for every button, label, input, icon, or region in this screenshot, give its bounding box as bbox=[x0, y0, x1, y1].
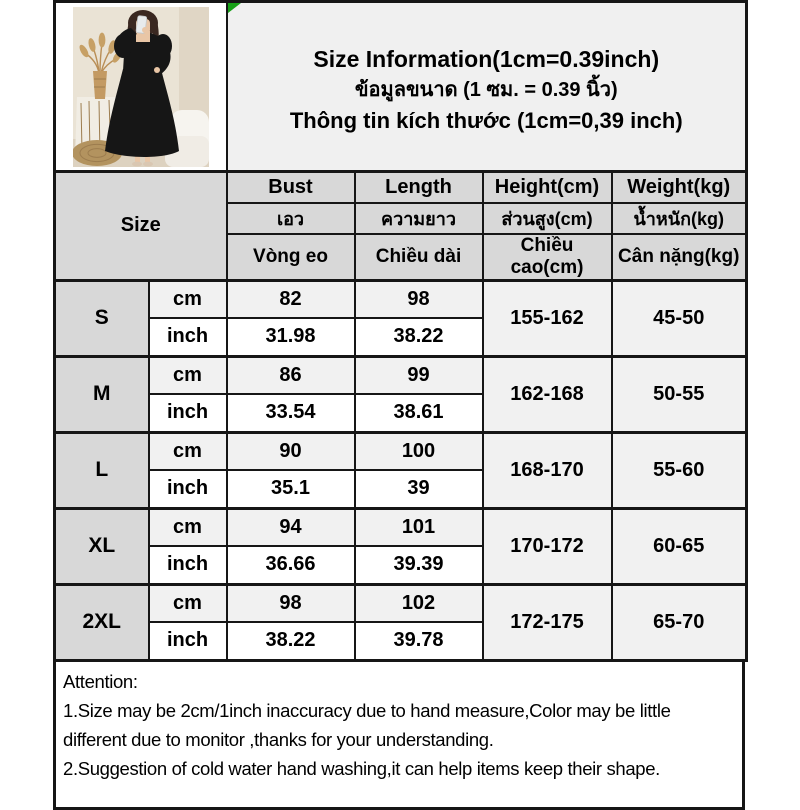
weight-range-m: 50-55 bbox=[612, 356, 747, 432]
height-range-xl: 170-172 bbox=[483, 508, 612, 584]
bust-cm-2xl: 98 bbox=[227, 584, 355, 622]
col-header-length-vi: Chiều dài bbox=[355, 234, 483, 281]
unit-cm: cm bbox=[149, 508, 227, 546]
header-row-english bbox=[55, 172, 747, 203]
product-photo-cell bbox=[55, 2, 227, 172]
length-inch-2xl: 39.78 bbox=[355, 622, 483, 660]
table-row-xl-cm bbox=[55, 508, 747, 546]
bust-inch-s: 31.98 bbox=[227, 318, 355, 356]
table-row-2xl-cm bbox=[55, 584, 747, 622]
bust-inch-xl: 36.66 bbox=[227, 546, 355, 584]
col-header-weight-en: Weight(kg) bbox=[612, 172, 747, 203]
title-vietnamese: Thông tin kích thước (1cm=0,39 inch) bbox=[289, 107, 683, 133]
col-header-height-vi: Chiều cao(cm) bbox=[483, 234, 612, 281]
table-row-m-cm bbox=[55, 356, 747, 394]
bust-inch-2xl: 38.22 bbox=[227, 622, 355, 660]
length-cm-m: 99 bbox=[355, 356, 483, 394]
col-header-bust-vi: Vòng eo bbox=[227, 234, 355, 281]
unit-inch: inch bbox=[149, 394, 227, 432]
size-table bbox=[53, 0, 748, 662]
attention-box bbox=[53, 662, 745, 810]
title-english: Size Information(1cm=0.39inch) bbox=[313, 45, 660, 72]
model-black-dress-illustration bbox=[73, 7, 209, 167]
col-header-bust-th: เอว bbox=[227, 203, 355, 234]
attention-item-1: 1.Size may be 2cm/1inch inaccuracy due to hand measure,Color may be little different due to monitor ,thanks for your understanding. bbox=[63, 699, 671, 750]
unit-cm: cm bbox=[149, 584, 227, 622]
length-inch-s: 38.22 bbox=[355, 318, 483, 356]
col-header-height-th: ส่วนสูง(cm) bbox=[483, 203, 612, 234]
title-thai: ข้อมูลขนาด (1 ซม. = 0.39 นิ้ว) bbox=[354, 78, 618, 101]
unit-cm: cm bbox=[149, 356, 227, 394]
top-row bbox=[55, 2, 747, 172]
bust-cm-xl: 94 bbox=[227, 508, 355, 546]
weight-range-xl: 60-65 bbox=[612, 508, 747, 584]
unit-inch: inch bbox=[149, 546, 227, 584]
table-row-s-cm bbox=[55, 280, 747, 318]
size-column-header: Size bbox=[55, 172, 227, 281]
size-label-m: M bbox=[55, 356, 149, 432]
bust-inch-l: 35.1 bbox=[227, 470, 355, 508]
size-chart-sheet bbox=[53, 0, 745, 810]
weight-range-2xl: 65-70 bbox=[612, 584, 747, 660]
col-header-weight-th: น้ำหนัก(kg) bbox=[612, 203, 747, 234]
length-cm-2xl: 102 bbox=[355, 584, 483, 622]
height-range-m: 162-168 bbox=[483, 356, 612, 432]
length-inch-xl: 39.39 bbox=[355, 546, 483, 584]
weight-range-l: 55-60 bbox=[612, 432, 747, 508]
size-label-s: S bbox=[55, 280, 149, 356]
length-cm-s: 98 bbox=[355, 280, 483, 318]
col-header-length-en: Length bbox=[355, 172, 483, 203]
size-label-2xl: 2XL bbox=[55, 584, 149, 660]
bust-cm-l: 90 bbox=[227, 432, 355, 470]
size-label-xl: XL bbox=[55, 508, 149, 584]
unit-inch: inch bbox=[149, 622, 227, 660]
size-label-l: L bbox=[55, 432, 149, 508]
length-cm-xl: 101 bbox=[355, 508, 483, 546]
unit-cm: cm bbox=[149, 432, 227, 470]
bust-cm-m: 86 bbox=[227, 356, 355, 394]
size-info-title-cell bbox=[227, 2, 747, 172]
green-triangle-icon bbox=[228, 3, 241, 13]
attention-item-2: 2.Suggestion of cold water hand washing,it can help items keep their shape. bbox=[63, 757, 660, 779]
unit-inch: inch bbox=[149, 318, 227, 356]
length-inch-l: 39 bbox=[355, 470, 483, 508]
table-row-l-cm bbox=[55, 432, 747, 470]
weight-range-s: 45-50 bbox=[612, 280, 747, 356]
product-photo bbox=[56, 4, 226, 170]
unit-inch: inch bbox=[149, 470, 227, 508]
height-range-l: 168-170 bbox=[483, 432, 612, 508]
length-cm-l: 100 bbox=[355, 432, 483, 470]
col-header-length-th: ความยาว bbox=[355, 203, 483, 234]
attention-title: Attention: bbox=[63, 670, 138, 692]
bust-inch-m: 33.54 bbox=[227, 394, 355, 432]
unit-cm: cm bbox=[149, 280, 227, 318]
col-header-bust-en: Bust bbox=[227, 172, 355, 203]
bust-cm-s: 82 bbox=[227, 280, 355, 318]
col-header-weight-vi: Cân nặng(kg) bbox=[612, 234, 747, 281]
height-range-s: 155-162 bbox=[483, 280, 612, 356]
height-range-2xl: 172-175 bbox=[483, 584, 612, 660]
col-header-height-en: Height(cm) bbox=[483, 172, 612, 203]
length-inch-m: 38.61 bbox=[355, 394, 483, 432]
